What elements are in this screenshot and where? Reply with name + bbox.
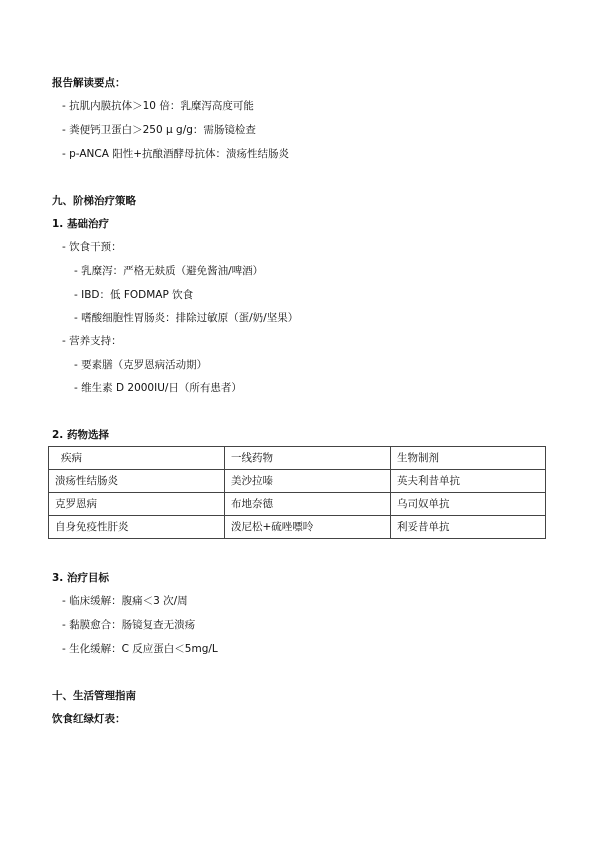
nutrition-item: - 要素膳（克罗恩病活动期） [74,359,208,371]
report-point-item: - p-ANCA 阳性+抗酿酒酵母抗体：溃疡性结肠炎 [62,148,290,160]
table-cell: 布地奈德 [225,493,391,516]
drug-table [48,446,546,539]
table-cell: 利妥昔单抗 [391,516,546,539]
table-header-cell: 一线药物 [225,447,391,470]
goal-item: - 黏膜愈合：肠镜复查无溃疡 [62,619,196,631]
table-row [49,516,546,539]
table-cell: 英夫利昔单抗 [391,470,546,493]
table-cell: 乌司奴单抗 [391,493,546,516]
table-row [49,470,546,493]
diet-item: - 嗜酸细胞性胃肠炎：排除过敏原（蛋/奶/坚果） [74,312,299,324]
table-cell: 溃疡性结肠炎 [49,470,225,493]
section-10-title: 十、生活管理指南 [52,690,136,702]
report-points-heading: 报告解读要点： [52,77,126,89]
table-cell: 美沙拉嗪 [225,470,391,493]
diet-item: - IBD：低 FODMAP 饮食 [74,289,194,301]
goal-item: - 生化缓解：C 反应蛋白＜5mg/L [62,643,218,655]
table-header-cell: 生物制剂 [391,447,546,470]
diet-traffic-light-heading: 饮食红绿灯表： [52,713,126,725]
table-header-cell: 疾病 [49,447,225,470]
table-cell: 克罗恩病 [49,493,225,516]
treatment-goals-heading: 3. 治疗目标 [52,572,109,584]
goal-item: - 临床缓解：腹痛＜3 次/周 [62,595,188,607]
nutrition-item: - 维生素 D 2000IU/日（所有患者） [74,382,242,394]
diet-item: - 乳糜泻：严格无麸质（避免酱油/啤酒） [74,265,264,277]
table-cell: 泼尼松+硫唑嘌呤 [225,516,391,539]
report-point-item: - 抗肌内膜抗体＞10 倍：乳糜泻高度可能 [62,100,254,112]
basic-treatment-heading: 1. 基础治疗 [52,218,109,230]
report-point-item: - 粪便钙卫蛋白＞250 μ g/g：需肠镜检查 [62,124,256,136]
table-cell: 自身免疫性肝炎 [49,516,225,539]
table-header-row [49,447,546,470]
drug-selection-heading: 2. 药物选择 [52,429,109,441]
table-row [49,493,546,516]
section-9-title: 九、阶梯治疗策略 [52,195,136,207]
diet-intervention-label: - 饮食干预： [62,241,122,253]
nutrition-support-label: - 营养支持： [62,335,122,347]
